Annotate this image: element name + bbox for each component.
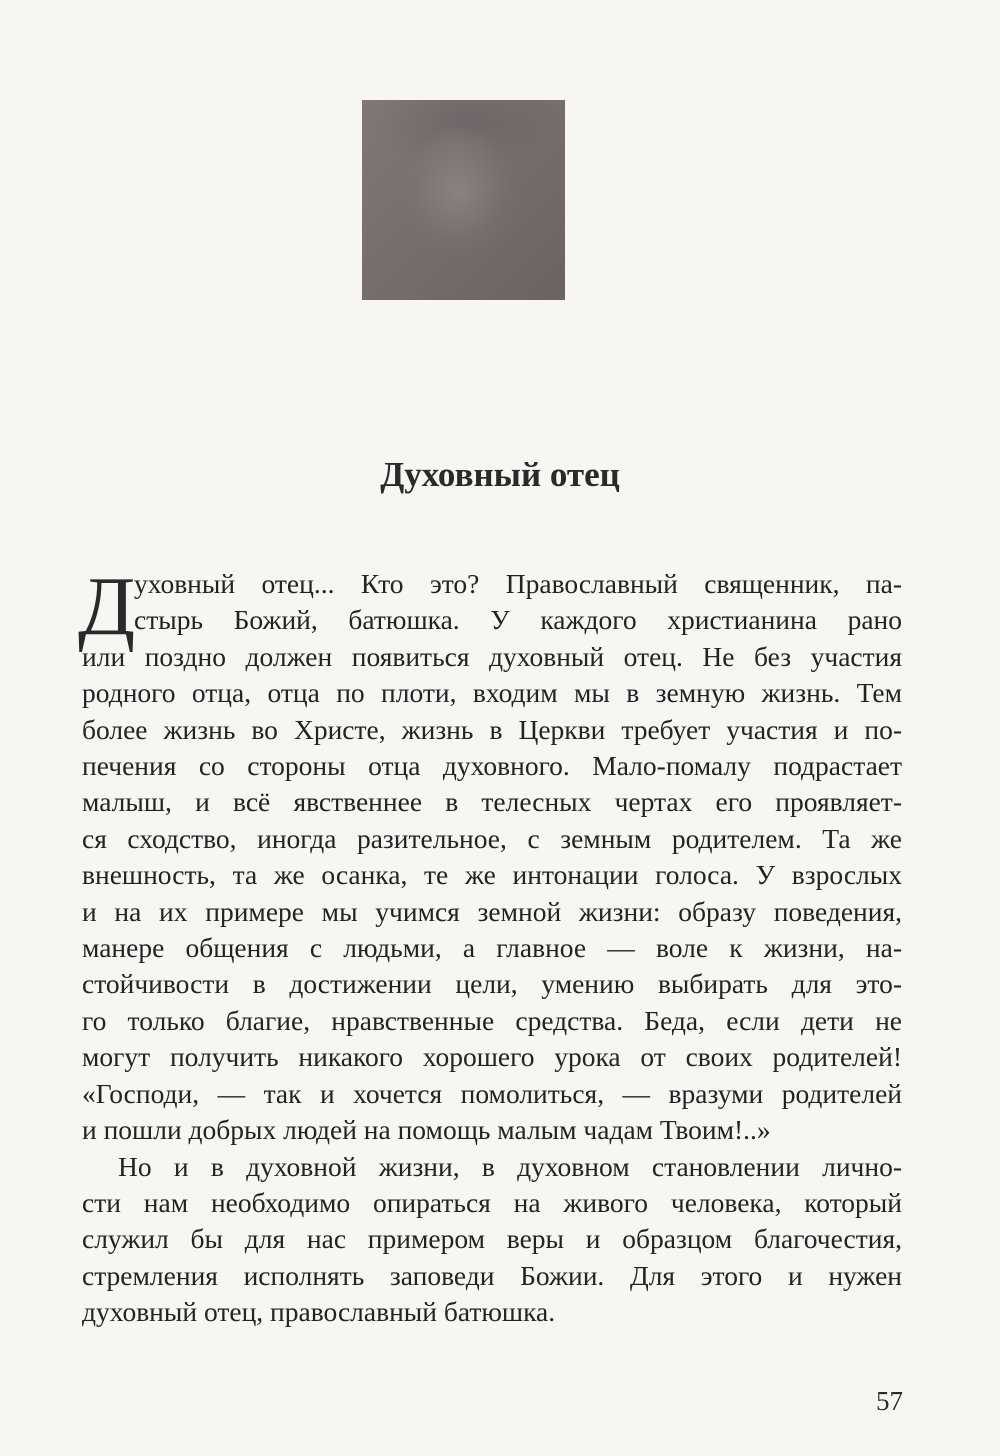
text-line: духовный отец, православный батюшка. [82, 1296, 556, 1328]
page-number: 57 [876, 1386, 903, 1416]
text-line: более жизнь во Христе, жизнь в Церкви требует участия и по- [82, 713, 902, 745]
text-line: уховный отец... Кто это? Православный священник, па- [134, 568, 902, 599]
text-line: печения со стороны отца духовного. Мало-помалу подрастает [82, 750, 902, 782]
paragraph-2 [82, 1149, 902, 1331]
text-line: и пошли добрых людей на помощь малым чадам Твоим!..» [82, 1114, 771, 1146]
text-line: или поздно должен появиться духовный отец. Не без участия [82, 640, 902, 672]
chapter-title: Духовный отец [380, 455, 620, 494]
body-text [78, 560, 902, 1331]
text-line: ся сходство, иногда разительное, с земным родителем. Та же [82, 822, 902, 854]
text-line: малыш, и всё явственнее в телесных чертах его проявляет- [82, 786, 902, 818]
text-line: манере общения с людьми, а главное — воле к жизни, на- [82, 932, 902, 964]
text-line: и на их примере мы учимся земной жизни: образу поведения, [82, 895, 902, 927]
text-line: стойчивости в достижении цели, умению выбирать для это- [82, 968, 902, 1000]
text-line: служил бы для нас примером веры и образцом благочестия, [82, 1223, 902, 1255]
text-line: стремления исполнять заповеди Божии. Для этого и нужен [82, 1259, 902, 1291]
text-line: могут получить никакого хорошего урока от своих родителей! [82, 1041, 902, 1073]
text-line: «Господи, — так и хочется помолиться, — вразуми родителей [82, 1077, 902, 1109]
text-line: Но и в духовной жизни, в духовном становлении лично- [118, 1150, 902, 1182]
text-line: внешность, та же осанка, те же интонации голоса. У взрослых [82, 859, 902, 891]
portrait-photo [362, 100, 565, 300]
text-line: родного отца, отца по плоти, входим мы в земную жизнь. Тем [82, 677, 902, 709]
text-line: го только благие, нравственные средства. Беда, если дети не [82, 1004, 902, 1036]
paragraph-1 [82, 566, 902, 1149]
portrait-photo-shade [362, 100, 565, 300]
text-line: стырь Божий, батюшка. У каждого христианина рано [134, 604, 902, 636]
drop-cap: Д [78, 560, 136, 653]
text-line: сти нам необходимо опираться на живого человека, который [82, 1186, 902, 1218]
